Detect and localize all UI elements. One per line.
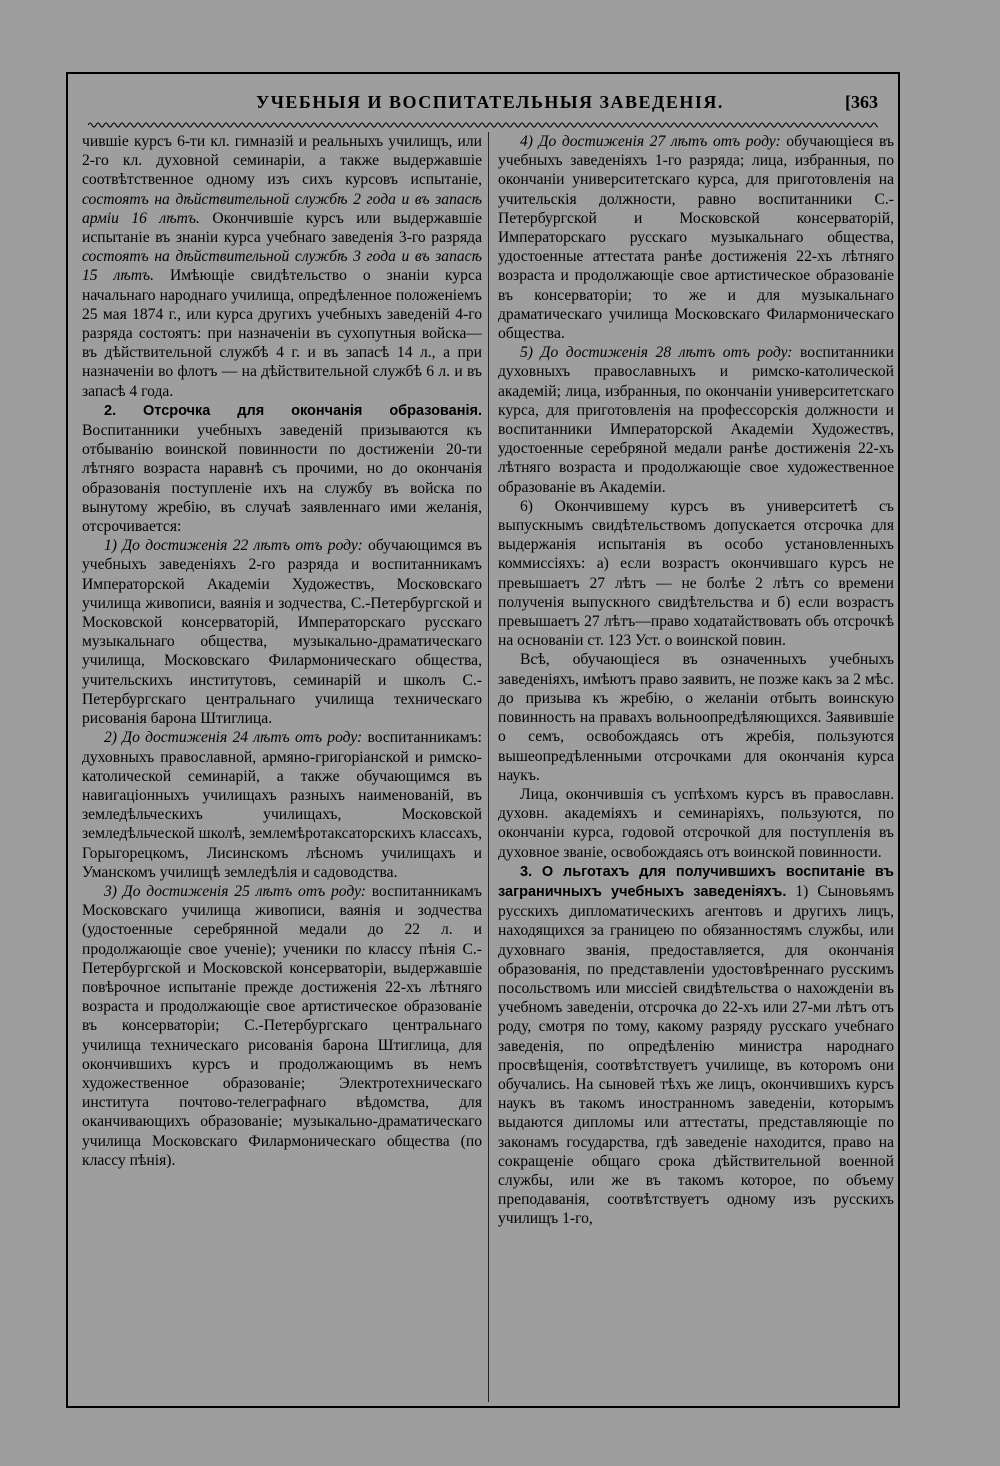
paragraph-clergy: Лица, окончившія съ успѣхомъ курсъ въ православн. духовн. академіяхъ и семинаріяхъ, пользуются, по окончаніи курса, годовой отсрочкой для поступленія въ духовное званіе, освобождаясь отъ воинской повинности.	[498, 785, 894, 861]
section-2: 2. Отсрочка для окончанія образованія. Воспитанники учебныхъ заведеній призываются къ отбыванію воинской повинности по достиженіи 20-ти лѣтняго возраста наравнѣ съ прочими, но до окончанія образованія поступленіе ихъ на службу въ войска по вынутому жребію, въ случаѣ заявленнаго ими желанія, отсрочивается:	[82, 402, 482, 536]
item-1-heading: 1) До достиженія 22 лѣтъ отъ роду:	[104, 537, 363, 555]
section-2-heading: 2. Отсрочка для окончанія образованія.	[104, 402, 482, 419]
section-3-heading: 3. О льготахъ для получившихъ воспитаніе въ заграничныхъ учебныхъ заведеніяхъ.	[498, 863, 894, 900]
left-column	[82, 132, 482, 1170]
column-divider	[488, 132, 489, 1402]
paragraph-service-terms: чившіе курсъ 6-ти кл. гимназій и реальныхъ училищъ, или 2-го кл. духовной семинаріи, а также выдержавшіе соотвѣтственное одному изъ сихъ курсовъ испытаніе, состоятъ на дѣйствительной службѣ 2 года и въ запасѣ арміи 16 лѣтъ. Окончившіе курсъ или выдержавшіе испытаніе въ знаніи курса учебнаго заведенія 3-го разряда состоятъ на дѣйствительной службѣ 3 года и въ запасѣ 15 лѣтъ. Имѣющіе свидѣтельство о знаніи курса начальнаго народнаго училища, опредѣленное положеніемъ 25 мая 1874 г., или курса другихъ учебныхъ заведеній 4-го разряда состоятъ: при назначеніи въ сухопутныя войска—въ дѣйствительной службѣ 4 г. и въ запасѣ 14 л., а при назначеніи во флотъ — на дѣйствительной службѣ 6 л. и въ запасѣ 4 года.	[82, 133, 482, 400]
paragraph-all-students: Всѣ, обучающіеся въ означенныхъ учебныхъ заведеніяхъ, имѣютъ право заявить, не позже какъ за 2 мѣс. до призыва къ жребію, о желаніи отбыть воинскую повинность на правахъ вольноопредѣляющихся. Заявившіе о семъ, освобождаясь отъ жребія, пользуются вышеопредѣленными отсрочками для окончанія курса наукъ.	[498, 651, 894, 784]
page-header	[88, 92, 878, 120]
item-5: 5) До достиженія 28 лѣтъ отъ роду: воспитанники духовныхъ православныхъ и римско-католической академій; лица, избранныя, по окончаніи университетскаго курса, для приготовленія на профессорскія должности и воспитанники Императорской Академіи Художествъ, удостоенные серебряной медали ранѣе достиженія 22-хъ лѣтняго возраста и продолжающіе свое художественное образованіе въ Академіи.	[498, 344, 894, 496]
section-3: 3. О льготахъ для получившихъ воспитаніе въ заграничныхъ учебныхъ заведеніяхъ. 1) Сыновьямъ русскихъ дипломатическихъ агентовъ и другихъ лицъ, находящихся за границею по обязанностямъ службы, или духовнаго званія, предоставляется, для окончанія образованія, по представленіи удостовѣреннаго русскимъ посольствомъ или миссіей свидѣтельства о нахожденіи въ учебномъ заведеніи, отсрочка до 22-хъ или 27-ми лѣтъ отъ роду, смотря по тому, какому разряду русскаго учебнаго заведенія, по опредѣленію министра народнаго просвѣщенія, соотвѣтствуетъ училище, въ которомъ они обучались. На сыновей тѣхъ же лицъ, окончившихъ курсъ наукъ въ такомъ иностранномъ заведеніи, которымъ выдаются дипломы или аттестаты, представляющіе по законамъ государства, гдѣ заведеніе находится, право на сокращеніе общаго срока дѣйствительной военной службы, или же въ такомъ которое, по объему преподаванія, соотвѣтствуетъ одному изъ русскихъ училищъ 1-го,	[498, 863, 894, 1228]
item-6: 6) Окончившему курсъ въ университетѣ съ выпускнымъ свидѣтельствомъ допускается отсрочка для выдержанія испытанія въ особо установленныхъ коммиссіяхъ: а) если возрастъ окончившаго курсъ не превышаетъ 27 лѣтъ — не болѣе 2 лѣтъ со времени полученія выпускного свидѣтельства и б) если возрастъ превышаетъ 27 лѣтъ—право ходатайствовать объ отсрочкѣ на основаніи ст. 123 Уст. о воинской повин.	[498, 497, 894, 650]
item-3-heading: 3) До достиженія 25 лѣтъ отъ роду:	[104, 882, 366, 900]
running-title: УЧЕБНЫЯ И ВОСПИТАТЕЛЬНЫЯ ЗАВЕДЕНІЯ.	[256, 92, 724, 112]
right-column	[498, 132, 894, 1229]
item-1: 1) До достиженія 22 лѣтъ отъ роду: обучающимся въ учебныхъ заведеніяхъ 2-го разряда и воспитанникамъ Императорской Академіи Художествъ, Московскаго училища живописи, ваянія и зодчества, С.-Петербургской и Московской консерваторій, Императорскаго русскаго музыкальнаго общества, музыкально-драматическаго училища, Московскаго Филармоническаго общества, учительскихъ институтовъ, семинарій и школъ С.-Петербургскаго центральнаго училища техническаго рисованія барона Штиглица.	[82, 537, 482, 728]
page-number: [363	[845, 92, 878, 112]
item-4: 4) До достиженія 27 лѣтъ отъ роду: обучающіеся въ учебныхъ заведеніяхъ 1-го разряда; лица, избранныя, по окончаніи университетскаго курса, для приготовленія на учительскія должности, равно воспитанники С.-Петербургской и Московской консерваторій, Императорскаго русскаго музыкальнаго общества, удостоенные аттестата ранѣе достиженія 22-хъ лѣтняго возраста и продолжающіе свое артистическое образованіе въ консерваторіи; то же и для музыкальнаго драматическаго училища Московскаго Филармоническаго общества.	[498, 133, 894, 343]
item-5-heading: 5) До достиженія 28 лѣтъ отъ роду:	[520, 344, 793, 362]
item-4-heading: 4) До достиженія 27 лѣтъ отъ роду:	[520, 133, 781, 150]
item-2-heading: 2) До достиженія 24 лѣтъ отъ роду:	[104, 729, 363, 747]
header-wavy-rule	[88, 120, 878, 130]
item-2: 2) До достиженія 24 лѣтъ отъ роду: воспитанникамъ: духовныхъ православной, армяно-григоріанской и римско-католической семинарій, а также обучающимся въ навигаціонныхъ училищахъ разныхъ наименованій, въ земледѣльческихъ училищахъ, Московской земледѣльческой школѣ, землемѣротаксаторскихъ классахъ, Горыгорецкомъ, Лисинскомъ лѣсномъ училищахъ и Уманскомъ училищѣ земледѣлія и садоводства.	[82, 729, 482, 881]
item-3: 3) До достиженія 25 лѣтъ отъ роду: воспитанникамъ Московскаго училища живописи, ваянія и зодчества (удостоенные серебрянной медали до 22 л. и продолжающіе свое ученіе); ученики по классу пѣнія С.-Петербургской и Московской консерваторіи, выдержавшіе повѣрочное испытаніе прежде достиженія 22-хъ лѣтняго возраста и продолжающіе свое артистическое образованіе въ консерваторіи; С.-Петербургскаго центральнаго училища техническаго рисованія барона Штиглица, для окончившихъ курсъ и продолжающимъ въ немъ художественное образованіе; Электротехническаго института почтово-телеграфнаго вѣдомства, для оканчивающихъ образованіе; музыкально-драматическаго училища Московскаго Филармоническаго общества (по классу пѣнія).	[82, 882, 482, 1169]
